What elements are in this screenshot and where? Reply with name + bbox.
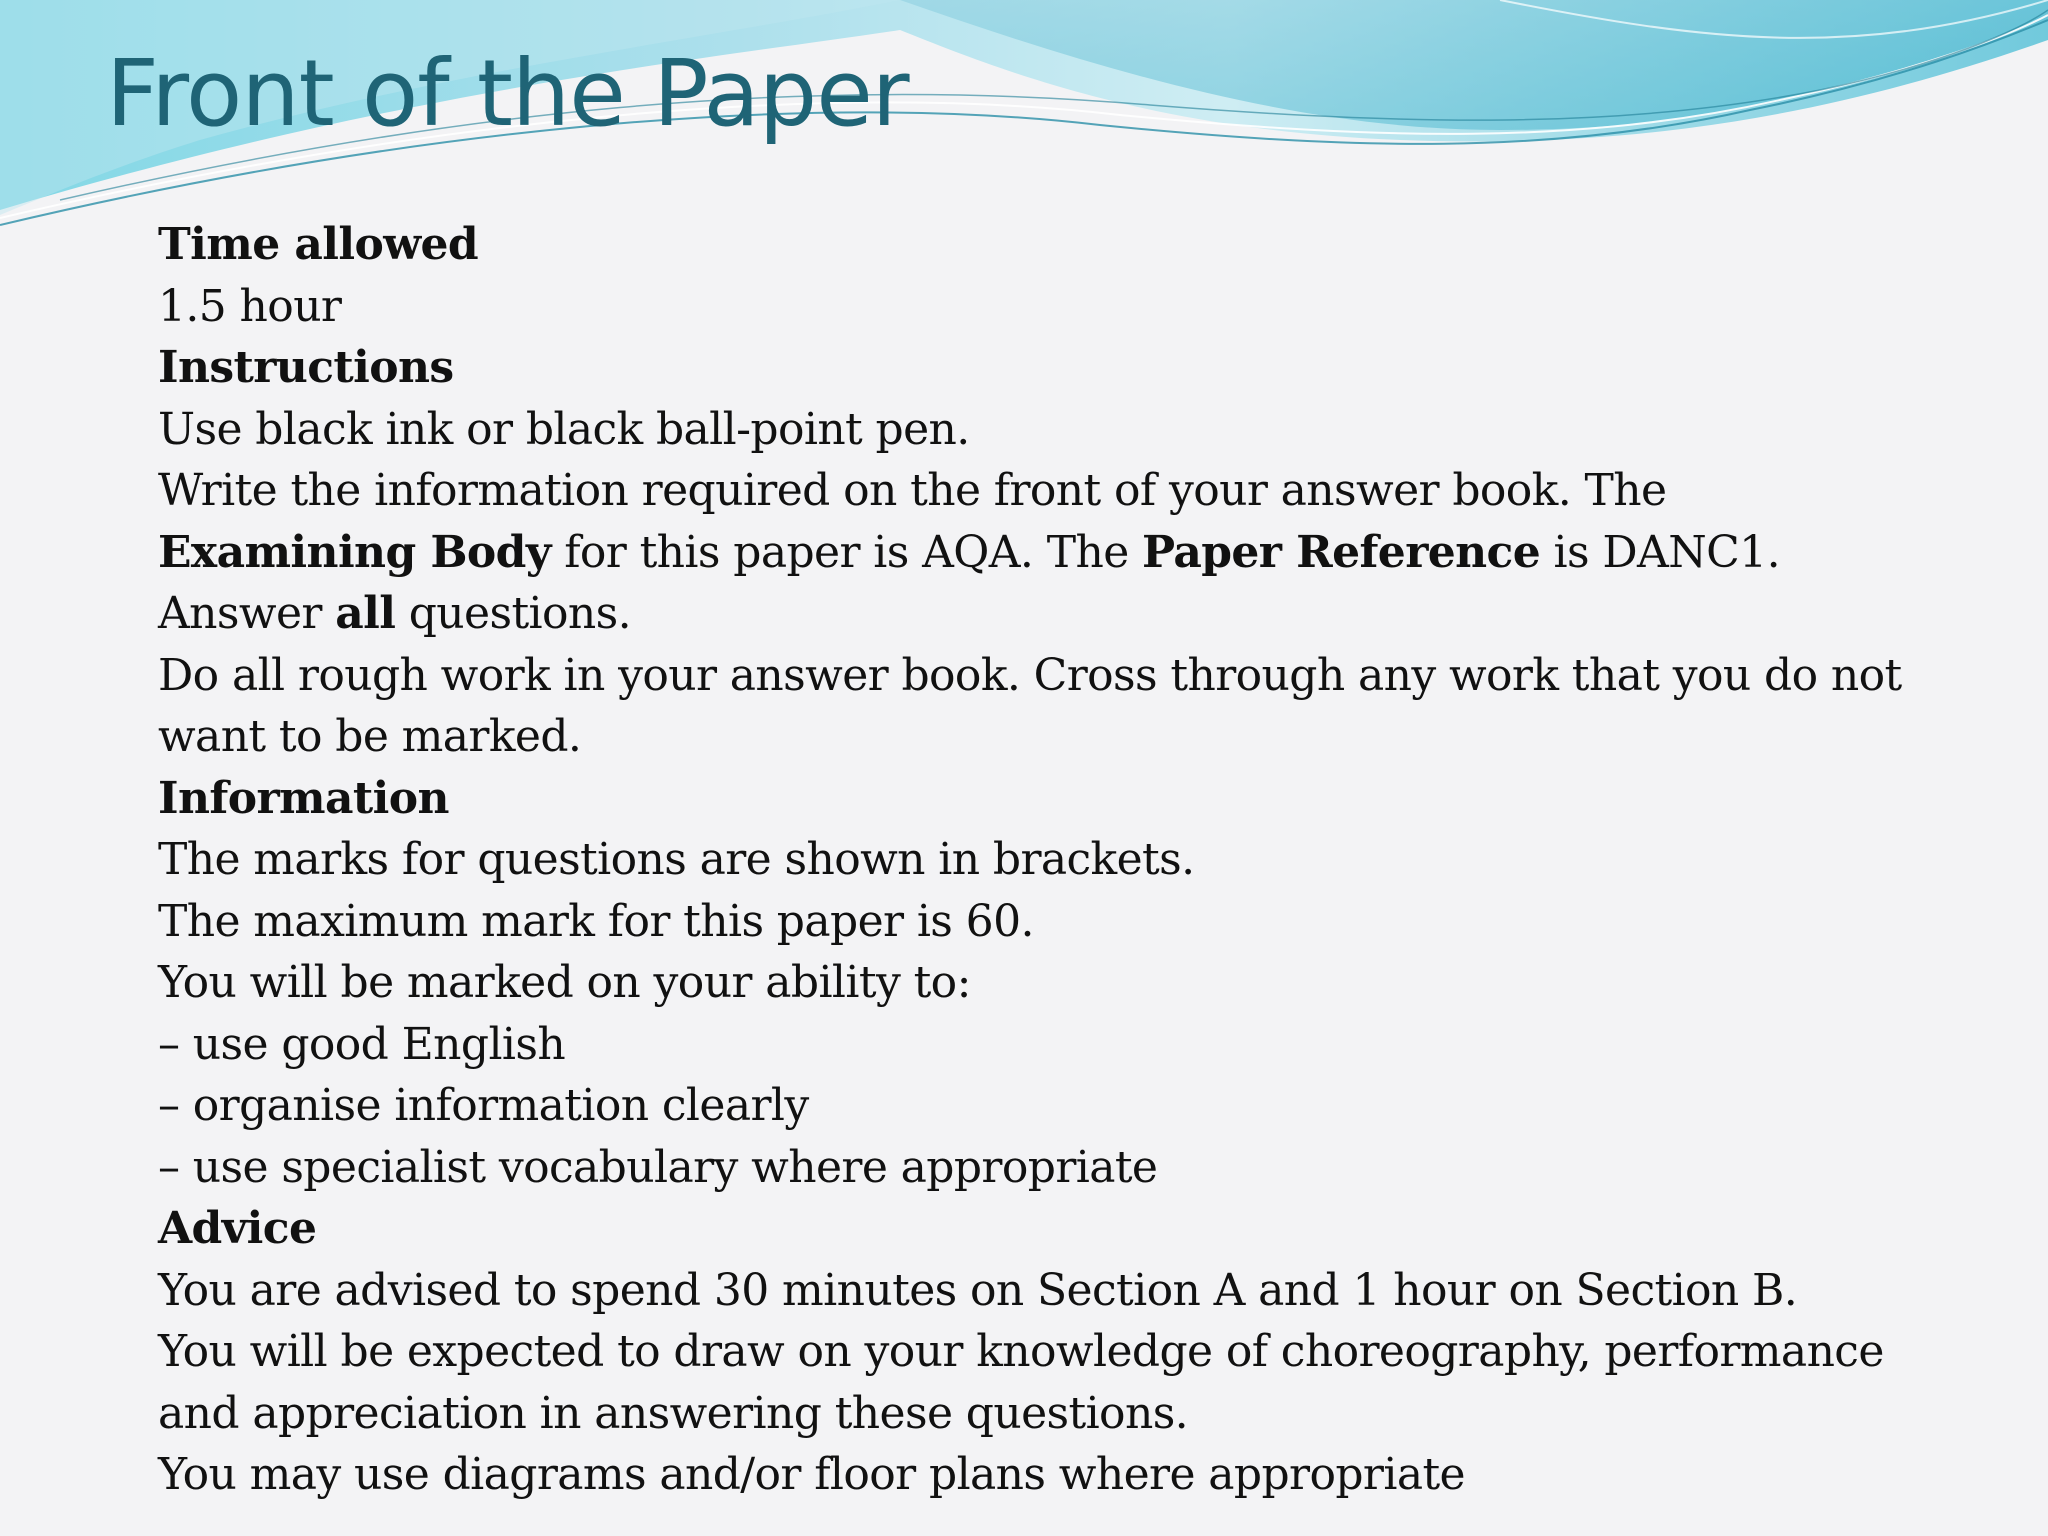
advice-time-split: You are advised to spend 30 minutes on Section A and 1 hour on Section B. xyxy=(158,1264,1798,1316)
answer-all-prefix: Answer xyxy=(158,588,336,639)
info-marked-ability: You will be marked on your ability to: xyxy=(158,957,971,1008)
info-bullet-vocabulary: – use specialist vocabulary where appropriate xyxy=(158,1141,1158,1193)
advice-knowledge: You will be expected to draw on your knowledge of choreography, performance xyxy=(158,1326,1884,1377)
instruction-examining-body xyxy=(158,522,2018,584)
instruction-ink: Use black ink or black ball-point pen. xyxy=(158,403,970,455)
instructions-heading: Instructions xyxy=(158,342,454,393)
info-bullet-organise: – organise information clearly xyxy=(158,1080,809,1131)
advice-heading: Advice xyxy=(158,1203,317,1254)
time-allowed-heading: Time allowed xyxy=(158,219,479,270)
instruction-answer-all xyxy=(158,583,2018,645)
page-title: Front of the Paper xyxy=(106,40,909,147)
instruction-answer-book: Write the information required on the front of your answer book. The xyxy=(158,465,1667,516)
paper-front-content xyxy=(158,214,2018,1506)
instruction-rough-work-cont: want to be marked. xyxy=(158,711,582,762)
info-marks-brackets: The marks for questions are shown in brackets. xyxy=(158,834,1195,885)
info-maximum-mark: The maximum mark for this paper is 60. xyxy=(158,895,1034,947)
info-bullet-english: – use good English xyxy=(158,1018,566,1070)
advice-knowledge-cont: and appreciation in answering these questions. xyxy=(158,1387,1189,1439)
answer-all-emphasis: all xyxy=(335,588,396,639)
answer-all-suffix: questions. xyxy=(395,588,632,639)
examining-body-label: Examining Body xyxy=(158,526,551,578)
paper-reference-label: Paper Reference xyxy=(1142,526,1541,578)
paper-reference-text: is DANC1. xyxy=(1540,526,1780,578)
time-allowed-value: 1.5 hour xyxy=(158,280,342,332)
examining-body-text: for this paper is AQA. The xyxy=(550,526,1143,578)
instruction-rough-work: Do all rough work in your answer book. Cross through any work that you do not xyxy=(158,649,1902,701)
advice-diagrams: You may use diagrams and/or floor plans where appropriate xyxy=(158,1449,1465,1500)
information-heading: Information xyxy=(158,772,449,824)
